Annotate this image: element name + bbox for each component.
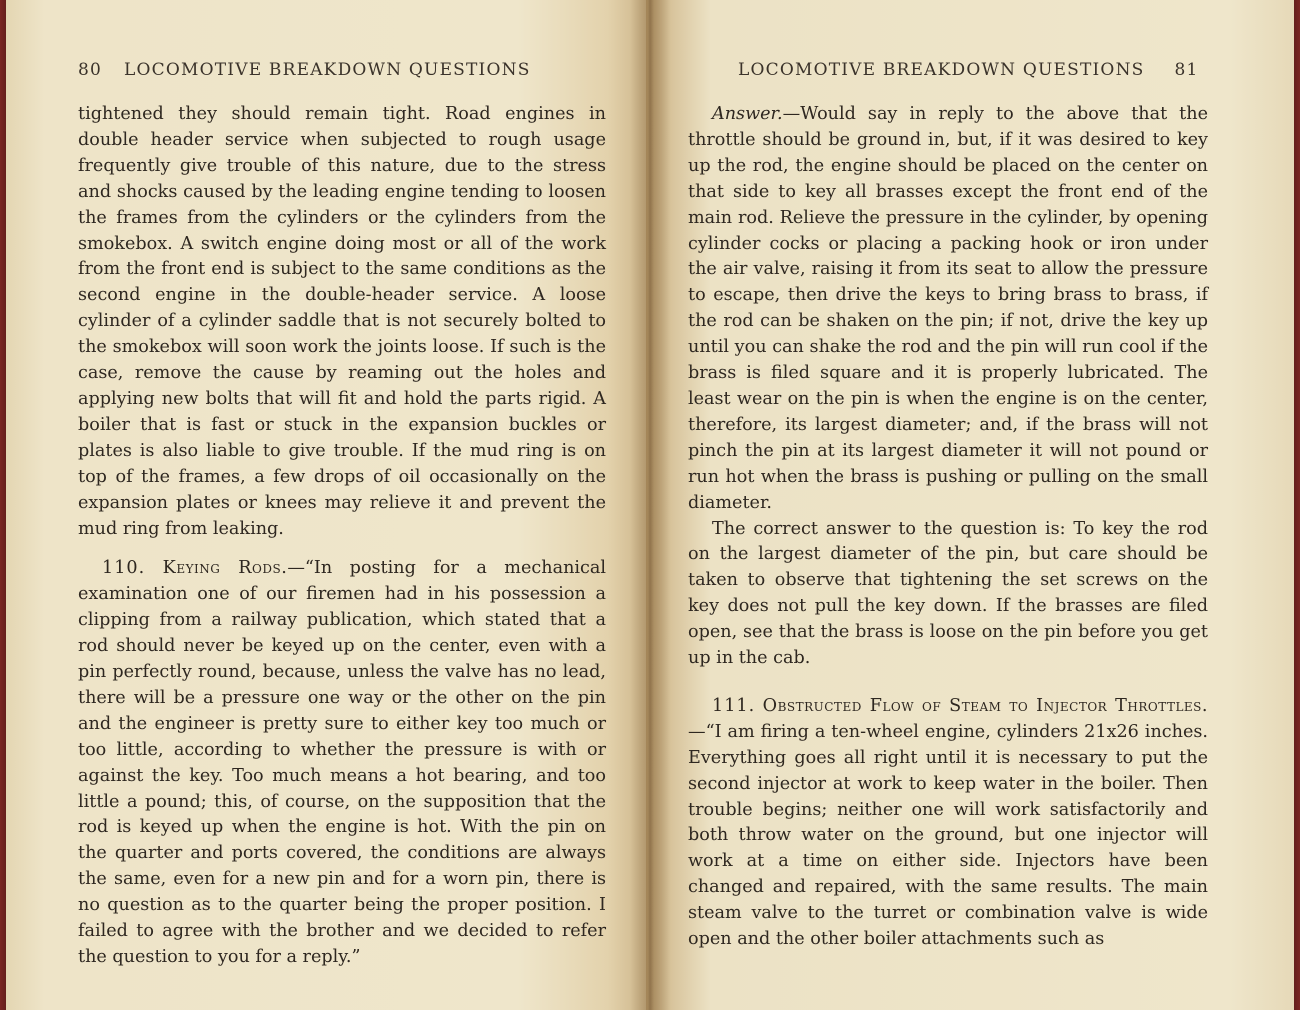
left-page [6, 0, 646, 1010]
question-111-body: —“I am firing a ten-wheel engine, cylinders 21x26 inches. Everything goes all right until it is necessary to put the second injector at work to keep water in the boiler. Then trouble begins; neither one will work satisfactorily and both throw water on the ground, but one injector will work at a time on either side. Injectors have been changed and repaired, with the same results. The main steam valve to the turret or combination valve is wide open and the other boiler attachments such as [688, 721, 1208, 950]
answer-paragraph [688, 102, 1208, 517]
question-110-body: —“In posting for a mechanical examination one of our firemen had in his possession a clipping from a railway publication, which stated that a rod should never be keyed up on the center, even with a pin perfectly round, because, unless the valve has no lead, there will be a pressure one way or the other on the pin and the engineer is pretty sure to either key too much or too little, according to whether the pressure is with or against the key. Too much means a hot bearing, and too little a pound; this, of course, on the supposition that the rod is keyed up when the engine is hot. With the pin on the quarter and ports covered, the conditions are always the same, even for a new pin and for a worn pin, there is no question as to the quarter being the proper position. I failed to agree with the brother and we decided to refer the question to you for a reply.” [78, 558, 606, 967]
left-running-head [78, 60, 531, 80]
question-110-title: Keying Rods. [162, 558, 288, 579]
question-111-title: Obstructed Flow of Steam to Injector Throttles. [762, 695, 1209, 716]
question-110 [78, 556, 606, 971]
right-page-number: 81 [1174, 60, 1199, 80]
question-111 [688, 694, 1208, 953]
left-page-number: 80 [78, 60, 103, 80]
right-page-body [688, 102, 1208, 953]
left-running-title: LOCOMOTIVE BREAKDOWN QUESTIONS [124, 60, 531, 80]
right-running-head [738, 60, 1199, 80]
correct-answer-paragraph: The correct answer to the question is: To key the rod on the largest diameter of the pin, but care should be taken to observe that tightening the set screws on the key does not pull the key down. If the brasses are filed open, see that the brass is loose on the pin before you get up in the cab. [688, 518, 1208, 669]
question-110-number: 110. [102, 558, 146, 579]
continued-paragraph: tightened they should remain tight. Road engines in double header service when subjected to rough usage frequently give trouble of this nature, due to the stress and shocks caused by the leading engine tending to loosen the frames from the cylinders or the cylinders from the smokebox. A switch engine doing most or all of the work from the front end is subject to the same conditions as the second engine in the double-header service. A loose cylinder of a cylinder saddle that is not securely bolted to the smokebox will soon work the joints loose. If such is the case, remove the cause by reaming out the holes and applying new bolts that will fit and hold the parts rigid. A boiler that is fast or stuck in the expansion buckles or plates is also liable to give trouble. If the mud ring is on top of the frames, a few drops of oil occasionally on the expansion plates or knees may relieve it and prevent the mud ring from leaking. [78, 104, 606, 539]
right-page [646, 0, 1294, 1010]
left-page-body [78, 102, 606, 971]
right-running-title: LOCOMOTIVE BREAKDOWN QUESTIONS [738, 60, 1145, 80]
answer-label: Answer. [712, 104, 783, 124]
answer-body: —Would say in reply to the above that the throttle should be ground in, but, if it was desired to key up the rod, the engine should be placed on the center on that side to key all brasses except the front end of the main rod. Relieve the pressure in the cylinder, by opening cylinder cocks or placing a packing hook or iron under the air valve, raising it from its seat to allow the pressure to escape, then drive the keys to bring brass to brass, if the rod can be shaken on the pin; if not, drive the key up until you can shake the rod and the pin will run cool if the brass is filed square and it is properly lubricated. The least wear on the pin is when the engine is on the center, therefore, its largest diameter; and, if the brass will not pinch the pin at its largest diameter it will not pound or run hot when the brass is pushing or pulling on the small diameter. [688, 104, 1208, 513]
question-111-number: 111. [712, 695, 756, 716]
